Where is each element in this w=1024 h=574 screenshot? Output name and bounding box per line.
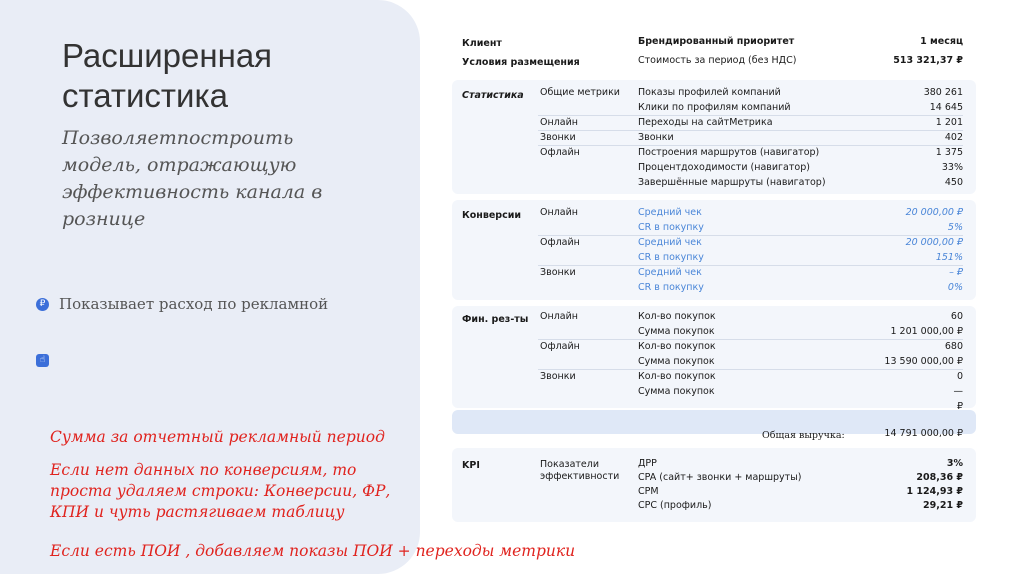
- title-line-1: Расширенная: [62, 37, 273, 74]
- row-divider: [538, 145, 963, 146]
- row-metric: Сумма покупок: [638, 356, 715, 367]
- row-value: 20 000,00 ₽: [905, 207, 963, 218]
- row-value: 5%: [947, 222, 963, 233]
- kpi-value: 29,21 ₽: [923, 500, 963, 511]
- row-metric: Переходы на сайтМетрика: [638, 117, 773, 128]
- row-metric: Завершённые маршруты (навигатор): [638, 177, 826, 188]
- terms-label: Условия размещения: [462, 57, 580, 68]
- client-label: Клиент: [462, 38, 502, 49]
- kpi-group-line-2: эффективности: [540, 471, 620, 482]
- row-metric: Средний чек: [638, 207, 702, 218]
- subtitle: Позволяетпостроить модель, отражающую эффективность канала в рознице: [62, 127, 323, 230]
- kpi-metric: CPM: [638, 486, 659, 497]
- row-metric: Сумма покупок: [638, 326, 715, 337]
- row-group: Офлайн: [540, 237, 580, 248]
- row-value: 60: [950, 311, 963, 322]
- note-line: проста удаляем строки: Конверсии, ФР,: [50, 482, 391, 500]
- note-line: Если нет данных по конверсиям, то: [50, 461, 357, 479]
- row-divider: [538, 235, 963, 236]
- row-divider: [538, 130, 963, 131]
- row-metric: Показы профилей компаний: [638, 87, 781, 98]
- row-group: Офлайн: [540, 341, 580, 352]
- row-value: 680: [944, 341, 963, 352]
- row-metric: Кол-во покупок: [638, 341, 716, 352]
- bullet-text: Показывает расход по рекламной: [59, 295, 329, 313]
- row-metric: CR в покупку: [638, 282, 704, 293]
- revenue-label: Общая выручка:: [762, 430, 845, 441]
- cost-label: Стоимость за период (без НДС): [638, 55, 797, 66]
- row-value: 1 201 000,00 ₽: [890, 326, 963, 337]
- row-divider: [538, 339, 963, 340]
- row-group: Онлайн: [540, 311, 578, 322]
- hand-pointer-icon: ☝: [36, 354, 49, 367]
- row-value: 1 201: [935, 117, 963, 128]
- bullet-expenses: [36, 295, 328, 313]
- page-title: [62, 36, 272, 116]
- row-value: ₽: [956, 401, 963, 412]
- kpi-metric: CPC (профиль): [638, 500, 712, 511]
- cost-value: 513 321,37 ₽: [893, 55, 963, 66]
- row-group: Звонки: [540, 371, 576, 382]
- kpi-metric: CPA (сайт+ звонки + маршруты): [638, 472, 802, 483]
- row-metric: CR в покупку: [638, 252, 704, 263]
- kpi-value: 208,36 ₽: [916, 472, 963, 483]
- title-line-2: статистика: [62, 77, 228, 114]
- row-value: 13 590 000,00 ₽: [884, 356, 963, 367]
- row-group: Онлайн: [540, 207, 578, 218]
- note-line: КПИ и чуть растягиваем таблицу: [50, 503, 345, 521]
- row-metric: Процентдоходимости (навигатор): [638, 162, 810, 173]
- row-divider: [538, 369, 963, 370]
- row-value: – ₽: [949, 267, 963, 278]
- row-value: 1 375: [935, 147, 963, 158]
- kpi-group-line-1: Показатели: [540, 459, 600, 470]
- stats-label: Статистика: [462, 90, 524, 101]
- revenue-value: 14 791 000,00 ₽: [884, 428, 963, 439]
- row-metric: Построения маршрутов (навигатор): [638, 147, 820, 158]
- row-metric: Средний чек: [638, 267, 702, 278]
- kpi-metric: ДРР: [638, 458, 657, 469]
- note-poi: Если есть ПОИ , добавляем показы ПОИ + переходы метрики: [50, 542, 576, 560]
- conversions-label: Конверсии: [462, 210, 522, 221]
- row-metric: Кол-во покупок: [638, 311, 716, 322]
- product-name: Брендированный приоритет: [638, 36, 795, 47]
- row-value: 0%: [947, 282, 963, 293]
- row-group: Звонки: [540, 267, 576, 278]
- row-value: 20 000,00 ₽: [905, 237, 963, 248]
- row-value: 0: [956, 371, 963, 382]
- row-value: —: [953, 386, 963, 397]
- row-value: 151%: [935, 252, 963, 263]
- kpi-value: 3%: [946, 458, 963, 469]
- row-metric: CR в покупку: [638, 222, 704, 233]
- financial-label: Фин. рез-ты: [462, 314, 529, 325]
- row-metric: Средний чек: [638, 237, 702, 248]
- row-group: Общие метрики: [540, 87, 620, 98]
- row-group: Офлайн: [540, 147, 580, 158]
- row-value: 380 261: [923, 87, 963, 98]
- row-divider: [538, 265, 963, 266]
- row-divider: [538, 115, 963, 116]
- kpi-value: 1 124,93 ₽: [906, 486, 963, 497]
- kpi-label: KPI: [462, 460, 480, 471]
- row-group: Онлайн: [540, 117, 578, 128]
- row-metric: Кол-во покупок: [638, 371, 716, 382]
- ruble-coin-icon: ₽: [36, 298, 49, 311]
- row-group: Звонки: [540, 132, 576, 143]
- row-metric: Клики по профилям компаний: [638, 102, 791, 113]
- row-value: 402: [944, 132, 963, 143]
- row-value: 33%: [941, 162, 963, 173]
- row-metric: Звонки: [638, 132, 674, 143]
- row-metric: Сумма покупок: [638, 386, 715, 397]
- note-conversions: [50, 460, 390, 523]
- row-value: 450: [944, 177, 963, 188]
- note-period: Сумма за отчетный рекламный период: [50, 428, 385, 446]
- row-value: 14 645: [929, 102, 963, 113]
- period: 1 месяц: [920, 36, 963, 47]
